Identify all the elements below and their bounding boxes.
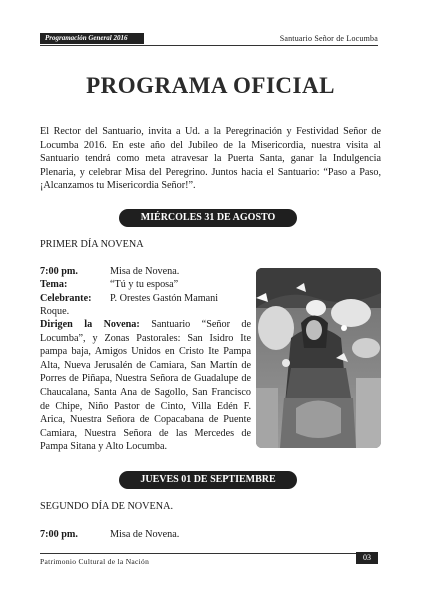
intro-paragraph: El Rector del Santuario, invita a Ud. a la Peregrinación y Festividad Señor de Locumba 2016. En este año del Jubileo de la Misericordia, nuestra visita al Santuario tendrá como meta atravesar la Puerta Santa, ganar la Indulgencia Plenaria, y celebrar Misa del Peregrino. Juntos hacia el Santuario: “Paso a Paso, ¡Alcanzamos tu Misericordia Señor!”. (40, 126, 381, 192)
header-sanctuary-name: Santuario Señor de Locumba (279, 34, 378, 43)
schedule-time-row-2 (40, 528, 179, 542)
schedule-celebrant-row (40, 292, 218, 306)
procession-photo (256, 268, 381, 448)
page-title: PROGRAMA OFICIAL (86, 73, 335, 98)
novena-day-1: PRIMER DÍA NOVENA (40, 239, 144, 250)
theme-value: “Tú y tu esposa” (110, 279, 179, 290)
footer-divider (40, 553, 378, 554)
time-label: 7:00 pm. (40, 266, 78, 277)
schedule-time-row (40, 265, 179, 279)
header-section-label: Programación General 2016 (40, 33, 144, 44)
header-divider (40, 45, 378, 46)
footer-heritage-label: Patrimonio Cultural de la Nación (40, 557, 150, 566)
novena-day-2: SEGUNDO DÍA DE NOVENA. (40, 501, 173, 512)
celebrant-label: Celebrante: (40, 293, 92, 304)
schedule-theme-row (40, 278, 178, 292)
time-value: Misa de Novena. (110, 266, 180, 277)
time-label: 7:00 pm. (40, 529, 78, 540)
time-value: Misa de Novena. (110, 529, 180, 540)
theme-label: Tema: (40, 279, 68, 290)
celebrant-value: P. Orestes Gastón Mamani (110, 293, 219, 304)
day-heading-1: MIÉRCOLES 31 DE AGOSTO (119, 209, 297, 227)
novena-leaders-paragraph (40, 318, 251, 454)
novena-leaders-label: Dirigen la Novena: (40, 319, 140, 330)
novena-leaders-text: Santuario “Señor de Locumba”, y Zonas Pastorales: San Isidro Ite pampa baja, Amigos Unidos en Cristo Ite Pampa Alta, Nueva Jerusalén de Camiara, San Martín de Porres de Piñapa, Nuestra Señora de Guadalupe de Chaucalana, Santa Ana de Sagollo, San Francisco de Chipe, Niño Pastor de Cinto, Villa Edén F. Arica, Nuestra Señora de Copacabana de Puente Camiara, Nuestra Señora de las Mercedes de Pampa Sitana y Alto Locumba. (40, 319, 251, 453)
page-number: 03 (356, 552, 378, 564)
day-heading-2: JUEVES 01 DE SEPTIEMBRE (119, 471, 297, 489)
celebrant-continuation: Roque. (40, 306, 70, 317)
